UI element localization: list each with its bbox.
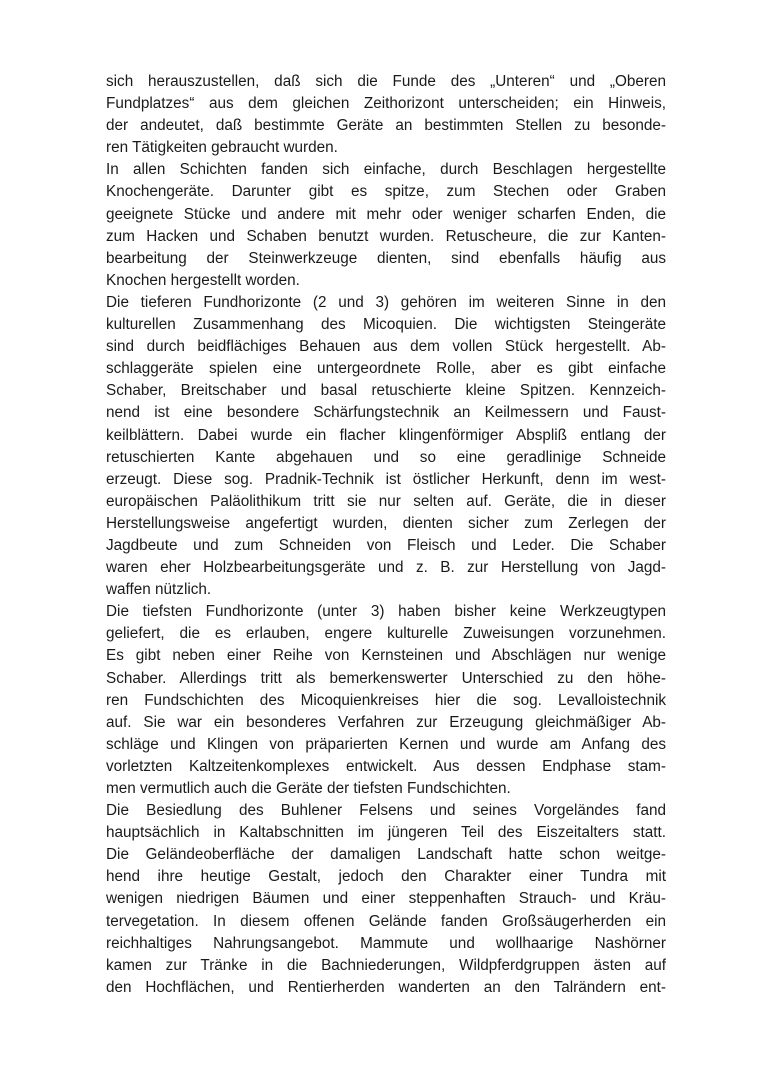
text-line: den Hochflächen, und Rentierherden wanderten an den Talrändern ent- — [106, 978, 666, 996]
text-line: In allen Schichten fanden sich einfache, durch Beschlagen hergestellte — [106, 161, 666, 179]
text-line: Die tiefsten Fundhorizonte (unter 3) haben bisher keine Werkzeugtypen — [106, 603, 666, 621]
text-line: schlaggeräte spielen eine untergeordnete Rolle, aber es gibt einfache — [106, 360, 666, 378]
text-line: sich herauszustellen, daß sich die Funde des „Unteren“ und „Oberen — [106, 73, 666, 90]
text-line: geliefert, die es erlauben, engere kulturelle Zuweisungen vorzunehmen. — [106, 625, 666, 643]
text-line: bearbeitung der Steinwerkzeuge dienten, sind ebenfalls häufig aus — [106, 249, 666, 267]
text-line: Knochen hergestellt worden. — [106, 271, 300, 289]
text-line: waffen nützlich. — [106, 581, 212, 599]
text-line: Fundplatzes“ aus dem gleichen Zeithorizont unterscheiden; ein Hinweis, — [106, 95, 666, 113]
text-line: europäischen Paläolithikum tritt sie nur selten auf. Geräte, die in dieser — [106, 492, 666, 510]
text-line: Knochengeräte. Darunter gibt es spitze, zum Stechen oder Graben — [106, 183, 666, 201]
paragraph-1 — [106, 71, 666, 159]
text-line: wenigen niedrigen Bäumen und einer steppenhaften Strauch- und Kräu- — [106, 890, 666, 908]
text-line: keilblättern. Dabei wurde ein flacher klingenförmiger Abspliß entlang der — [106, 426, 666, 444]
text-line: hauptsächlich in Kaltabschnitten im jüngeren Teil des Eiszeitalters statt. — [106, 824, 666, 842]
text-line: retuschierten Kante abgehauen und so eine geradlinige Schneide — [106, 448, 666, 466]
text-line: Die Geländeoberfläche der damaligen Landschaft hatte schon weitge- — [106, 846, 666, 864]
text-line: men vermutlich auch die Geräte der tiefsten Fundschichten. — [106, 780, 511, 797]
text-line: ren Fundschichten des Micoquienkreises hier die sog. Levalloistechnik — [106, 691, 666, 709]
text-line: Die tieferen Fundhorizonte (2 und 3) gehören im weiteren Sinne in den — [106, 293, 666, 311]
text-line: ren Tätigkeiten gebraucht wurden. — [106, 139, 338, 157]
text-line: waren eher Holzbearbeitungsgeräte und z. B. zur Herstellung von Jagd- — [106, 559, 666, 577]
text-line: Herstellungsweise angefertigt wurden, dienten sicher zum Zerlegen der — [106, 514, 666, 532]
text-line: geeignete Stücke und andere mit mehr oder weniger scharfen Enden, die — [106, 205, 666, 223]
paragraph-4 — [106, 601, 666, 800]
text-line: vorletzten Kaltzeitenkomplexes entwickelt. Aus dessen Endphase stam- — [106, 757, 666, 775]
text-line: schläge und Klingen von präparierten Kernen und wurde am Anfang des — [106, 735, 666, 753]
text-line: Schaber. Allerdings tritt als bemerkenswerter Unterschied zu den höhe- — [106, 669, 666, 687]
document-page — [106, 71, 666, 999]
text-line: sind durch beidflächiges Behauen aus dem vollen Stück hergestellt. Ab- — [106, 338, 666, 356]
text-line: kamen zur Tränke in die Bachniederungen, Wildpferdgruppen ästen auf — [106, 956, 666, 974]
text-line: nend ist eine besondere Schärfungstechnik an Keilmessern und Faust- — [106, 404, 666, 422]
text-line: Es gibt neben einer Reihe von Kernsteinen und Abschlägen nur wenige — [106, 647, 666, 665]
text-line: Jagdbeute und zum Schneiden von Fleisch und Leder. Die Schaber — [106, 536, 666, 554]
text-line: kulturellen Zusammenhang des Micoquien. Die wichtigsten Steingeräte — [106, 316, 666, 334]
text-line: Die Besiedlung des Buhlener Felsens und seines Vorgeländes fand — [106, 802, 666, 820]
text-line: Schaber, Breitschaber und basal retuschierte kleine Spitzen. Kennzeich- — [106, 382, 666, 400]
paragraph-3 — [106, 292, 666, 601]
text-line: erzeugt. Diese sog. Pradnik-Technik ist östlicher Herkunft, denn im west- — [106, 470, 666, 488]
text-line: zum Hacken und Schaben benutzt wurden. Retuscheure, die zur Kanten- — [106, 227, 666, 245]
text-line: der andeutet, daß bestimmte Geräte an bestimmten Stellen zu besonde- — [106, 117, 666, 135]
text-line: hend ihre heutige Gestalt, jedoch den Charakter einer Tundra mit — [106, 868, 666, 886]
text-line: tervegetation. In diesem offenen Gelände fanden Großsäugerherden ein — [106, 912, 666, 930]
paragraph-5 — [106, 800, 666, 999]
text-line: reichhaltiges Nahrungsangebot. Mammute und wollhaarige Nashörner — [106, 934, 666, 952]
paragraph-2 — [106, 159, 666, 292]
text-line: auf. Sie war ein besonderes Verfahren zur Erzeugung gleichmäßiger Ab- — [106, 713, 666, 731]
